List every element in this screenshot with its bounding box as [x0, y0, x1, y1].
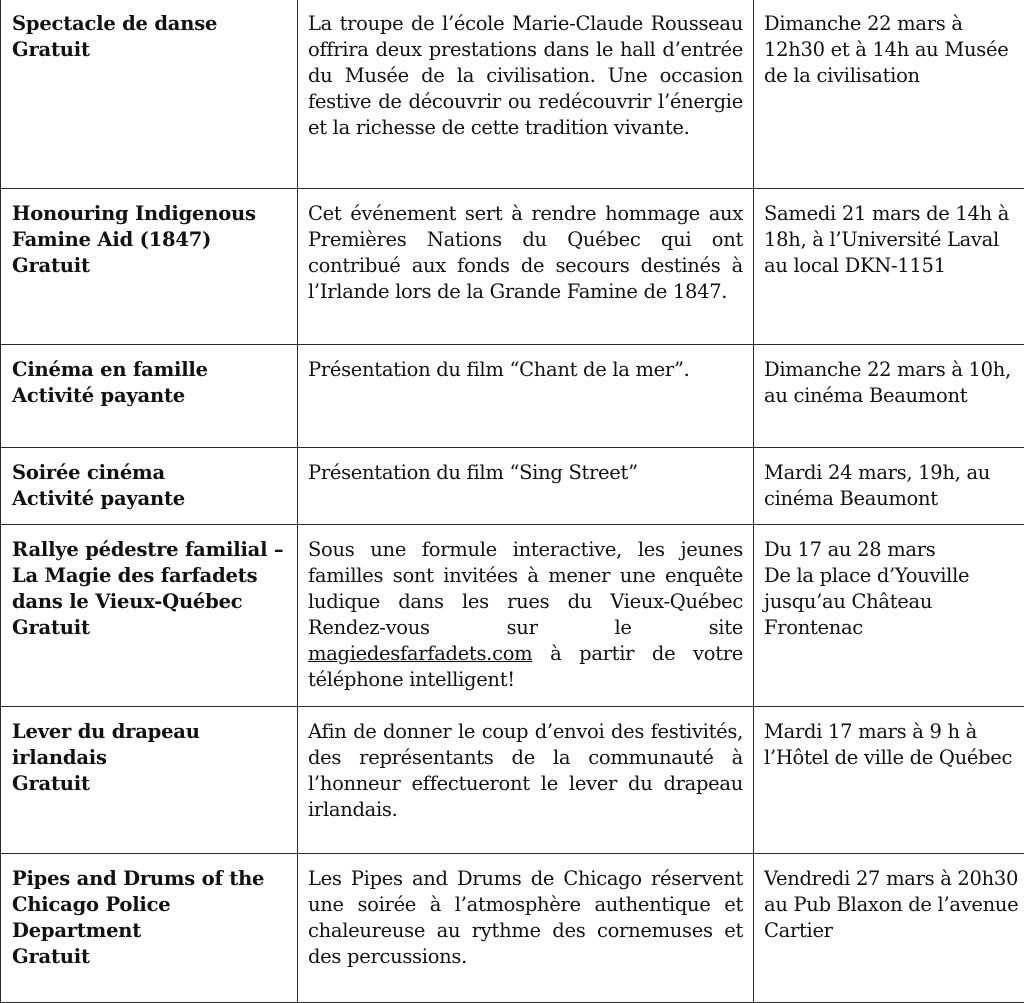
event-title-cell: [1, 189, 298, 345]
event-price: Activité payante: [12, 486, 287, 512]
event-row: [1, 525, 1024, 707]
description-text: Sous une formule interactive, les jeunes familles sont invitées à mener une enquête ludique dans les rues du Vieux-Québec Rendez-vous sur le site: [308, 538, 743, 639]
event-row: [1, 854, 1024, 1003]
event-title: Rallye pédestre familial – La Magie des farfadets dans le Vieux-Québec: [12, 537, 287, 615]
event-description: Afin de donner le coup d’envoi des festivités, des représentants de la communauté à l’honneur effectueront le lever du drapeau irlandais.: [298, 707, 754, 854]
event-description: Présentation du film “Sing Street”: [298, 448, 754, 525]
event-when: Dimanche 22 mars à 12h30 et à 14h au Musée de la civilisation: [754, 0, 1024, 189]
website-link[interactable]: magiedesfarfadets.com: [308, 642, 532, 665]
event-description: La troupe de l’école Marie-Claude Rousseau offrira deux prestations dans le hall d’entrée du Musée de la civilisation. Une occasion festive de découvrir ou redécouvrir l’énergie et la richesse de cette tradition vivante.: [298, 0, 754, 189]
event-price: Gratuit: [12, 37, 287, 63]
event-description: [298, 525, 754, 707]
event-title-cell: [1, 345, 298, 448]
event-row: [1, 345, 1024, 448]
event-when: [754, 525, 1024, 707]
event-dates: Du 17 au 28 mars: [764, 537, 1024, 563]
event-title: Pipes and Drums of the Chicago Police Department: [12, 866, 287, 944]
event-title-cell: [1, 525, 298, 707]
event-row: [1, 448, 1024, 525]
event-description: Cet événement sert à rendre hommage aux Premières Nations du Québec qui ont contribué aux fonds de secours destinés à l’Irlande lors de la Grande Famine de 1847.: [298, 189, 754, 345]
event-title-cell: [1, 854, 298, 1003]
event-price: Gratuit: [12, 253, 287, 279]
event-when: Samedi 21 mars de 14h à 18h, à l’Université Laval au local DKN-1151: [754, 189, 1024, 345]
event-title: Spectacle de danse: [12, 11, 287, 37]
event-description: Présentation du film “Chant de la mer”.: [298, 345, 754, 448]
description-text: à partir de votre téléphone intelligent!: [308, 642, 743, 691]
event-price: Gratuit: [12, 771, 287, 797]
event-when: Dimanche 22 mars à 10h, au cinéma Beaumont: [754, 345, 1024, 448]
event-title-cell: [1, 448, 298, 525]
event-when: Mardi 17 mars à 9 h à l’Hôtel de ville de Québec: [754, 707, 1024, 854]
event-title-cell: [1, 0, 298, 189]
event-title: Soirée cinéma: [12, 460, 287, 486]
event-row: [1, 0, 1024, 189]
event-when: Vendredi 27 mars à 20h30 au Pub Blaxon de l’avenue Cartier: [754, 854, 1024, 1003]
event-when: Mardi 24 mars, 19h, au cinéma Beaumont: [754, 448, 1024, 525]
event-title: Cinéma en famille: [12, 357, 287, 383]
event-row: [1, 189, 1024, 345]
event-price: Gratuit: [12, 615, 287, 641]
event-title: Honouring Indigenous Famine Aid (1847): [12, 201, 287, 253]
event-title-cell: [1, 707, 298, 854]
event-description: Les Pipes and Drums de Chicago réservent une soirée à l’atmosphère authentique et chaleureuse au rythme des cornemuses et des percussions.: [298, 854, 754, 1003]
event-row: [1, 707, 1024, 854]
event-location: De la place d’Youville jusqu’au Château Frontenac: [764, 563, 1024, 641]
event-title: Lever du drapeau irlandais: [12, 719, 287, 771]
event-price: Gratuit: [12, 944, 287, 970]
event-price: Activité payante: [12, 383, 287, 409]
